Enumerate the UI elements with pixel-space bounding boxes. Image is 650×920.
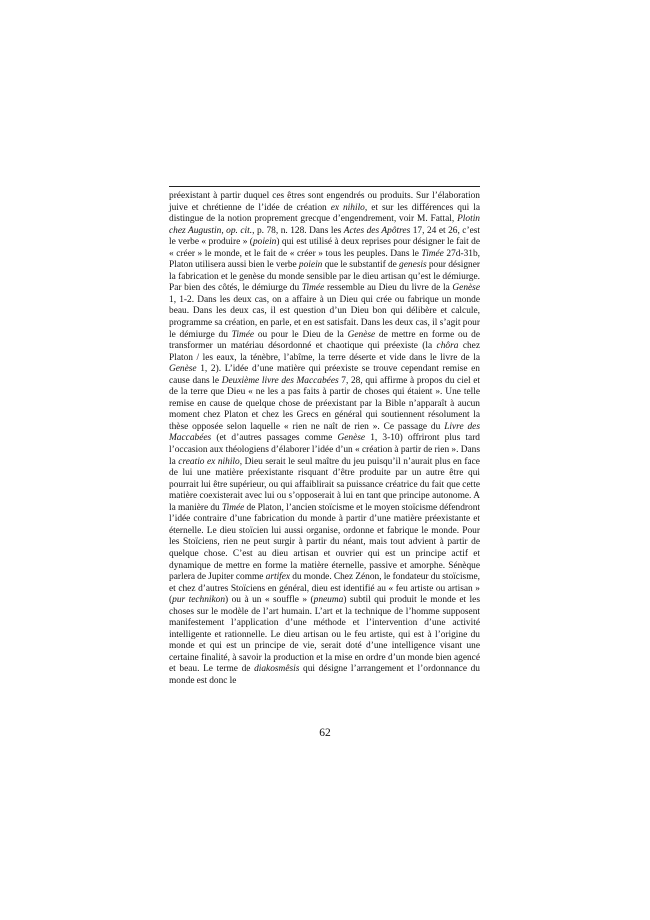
italic-segment: chôra [436,341,459,352]
italic-segment: Genèse [337,433,366,444]
text-segment: ou pour le Dieu de la [254,329,348,340]
italic-segment: Genèse [347,329,376,340]
italic-segment: poiein [298,260,323,271]
italic-segment: Timée [421,248,444,259]
text-segment: ) qui est utilisé à deux reprises pour désigner le fait de « créer » le monde, et le fait de « créer » tous les peuples. Dans le [169,237,480,259]
page-number: 62 [319,727,331,739]
text-segment: , et sur les différences qui la distingue de la notion proprement grecque d’engendrement, voir M. Fattal, [169,202,480,225]
text-segment: que le substantif de [322,260,400,271]
text-segment: 1, 2). L’idée d’une matière qui préexiste se trouve cependant remise en cause dans le [169,364,480,386]
text-segment: chez Platon / les eaux, la ténèbre, l’abîme, la terre déserte et vide dans le livre de la [169,341,480,363]
text-segment: pour désigner la fabrication et le genèse du monde sensible par le dieu artisan qu’est le démiurge. Par bien des côtés, le démiurge du [169,260,481,294]
italic-segment: Timée [301,283,325,294]
italic-segment: ex nihilo [330,202,365,213]
text-segment: , Dieu serait le seul maître du jeu puisqu’il n’aurait plus en face de lui une matière préexistante risquant d’être produite par un autre être qui pourrait lui être supérieur, ou qui affaiblirait sa puissance créatrice du fait que cette matière coexisterait avec lui ou s’opposerait à lui en tant que principe autonome. A la manière du [169,456,480,513]
italic-segment: Actes des Apôtres [343,225,411,236]
italic-segment: artifex [265,572,291,583]
italic-segment: poiein [252,237,277,248]
italic-segment: op. cit. [226,225,253,236]
text-segment: (et d’autres passages comme [211,433,338,444]
text-segment: ) ou à un « souffle » ( [225,595,314,606]
text-segment: ) subtil qui produit le monde et les choses sur le modèle de l’art humain. L’art et la technique de l’homme supposent manifestement l’application d’une méthode et l’intervention d’une activité intelligente et rationnelle. Le dieu artisan ou le feu artiste, qui est à l’origine du monde et qui est un principe de vie, serait doté d’une intelligence visant une certaine finalité, à savoir la production et la mise en ordre d’un monde bien agencé et beau. Le terme de [169,595,480,675]
text-segment: qui désigne l’arrangement et l’ordonnance du monde est donc le [169,664,480,686]
text-segment: préexistant à partir duquel ces êtres sont engendrés ou produits. Sur l’élaboration juive et chrétienne de l’idée de création [169,191,480,213]
italic-segment: Plotin chez Augustin [169,214,480,236]
italic-segment: creatio ex nihilo [178,456,240,467]
italic-segment: pneuma [313,595,344,606]
italic-segment: genesis [399,260,427,271]
italic-segment: Livre des Maccabées [169,421,480,444]
italic-segment: Genèse [169,364,197,375]
italic-segment: Timée [231,329,255,340]
text-segment: de Platon, l’ancien stoïcisme et le moyen stoïcisme défendront l’idée contraire d’une fabrication du monde à partir d’une matière préexistante et éternelle. Le dieu stoïcien lui aussi organise, ordonne et fabrique le monde. Pour les Stoïciens, rien ne peut surgir à partir du néant, mais tout advient à partir de quelque chose. C’est au dieu artisan et ouvrier qui est un principe actif et dynamique de mettre en forme la matière éternelle, passive et amorphe. Sénèque parlera de Jupiter comme [169,502,480,583]
text-segment: , [221,225,227,236]
text-segment: 27d-31b, Platon utilisera aussi bien le verbe [169,248,480,271]
footnote-separator-rule [169,186,480,187]
text-segment: ressemble au Dieu du livre de la [324,283,453,294]
text-segment: 1, 3-10) offriront plus tard l’occasion aux théologiens d’élaborer l’idée d’un « création à partir de rien ». Dans la [169,433,480,467]
italic-segment: pur technikon [172,595,226,606]
italic-segment: Deuxième livre des Maccabées [221,375,339,386]
footnote-text [169,191,480,688]
text-segment: , p. 78, n. 128. Dans les [252,225,344,236]
italic-segment: Genèse [452,283,480,294]
text-segment: 1, 1-2. Dans les deux cas, on a affaire à un Dieu qui crée ou fabrique un monde beau. Dans les deux cas, il est question d’un Dieu bon qui délibère et calcule, programme sa création, en parle, et en est satisfait. Dans les deux cas, il s’agit pour le démiurge du [169,294,480,340]
italic-segment: Timée [221,502,245,513]
text-segment: 17, 24 et 26, c’est le verbe « produire » ( [169,225,480,248]
text-segment: 7, 28, qui affirme à propos du ciel et de la terre que Dieu « ne les a pas faits à partir de choses qui étaient ». Une telle remise en cause de quelque chose de préexistant par la Bible n’apparaît à aucun moment chez Platon et chez les Grecs en général qui soutiennent résolument la thèse opposée selon laquelle « rien ne naît de rien ». Ce passage du [169,375,481,432]
text-segment: de mettre en forme ou de transformer un matériau désordonné et chaotique qui préexiste (la [169,329,480,352]
italic-segment: diakosmêsis [254,664,300,675]
text-segment: du monde. Chez Zénon, le fondateur du stoïcisme, et chez d’autres Stoïciens en général, dieu est identifié au « feu artiste ou artisan » ( [169,572,480,606]
